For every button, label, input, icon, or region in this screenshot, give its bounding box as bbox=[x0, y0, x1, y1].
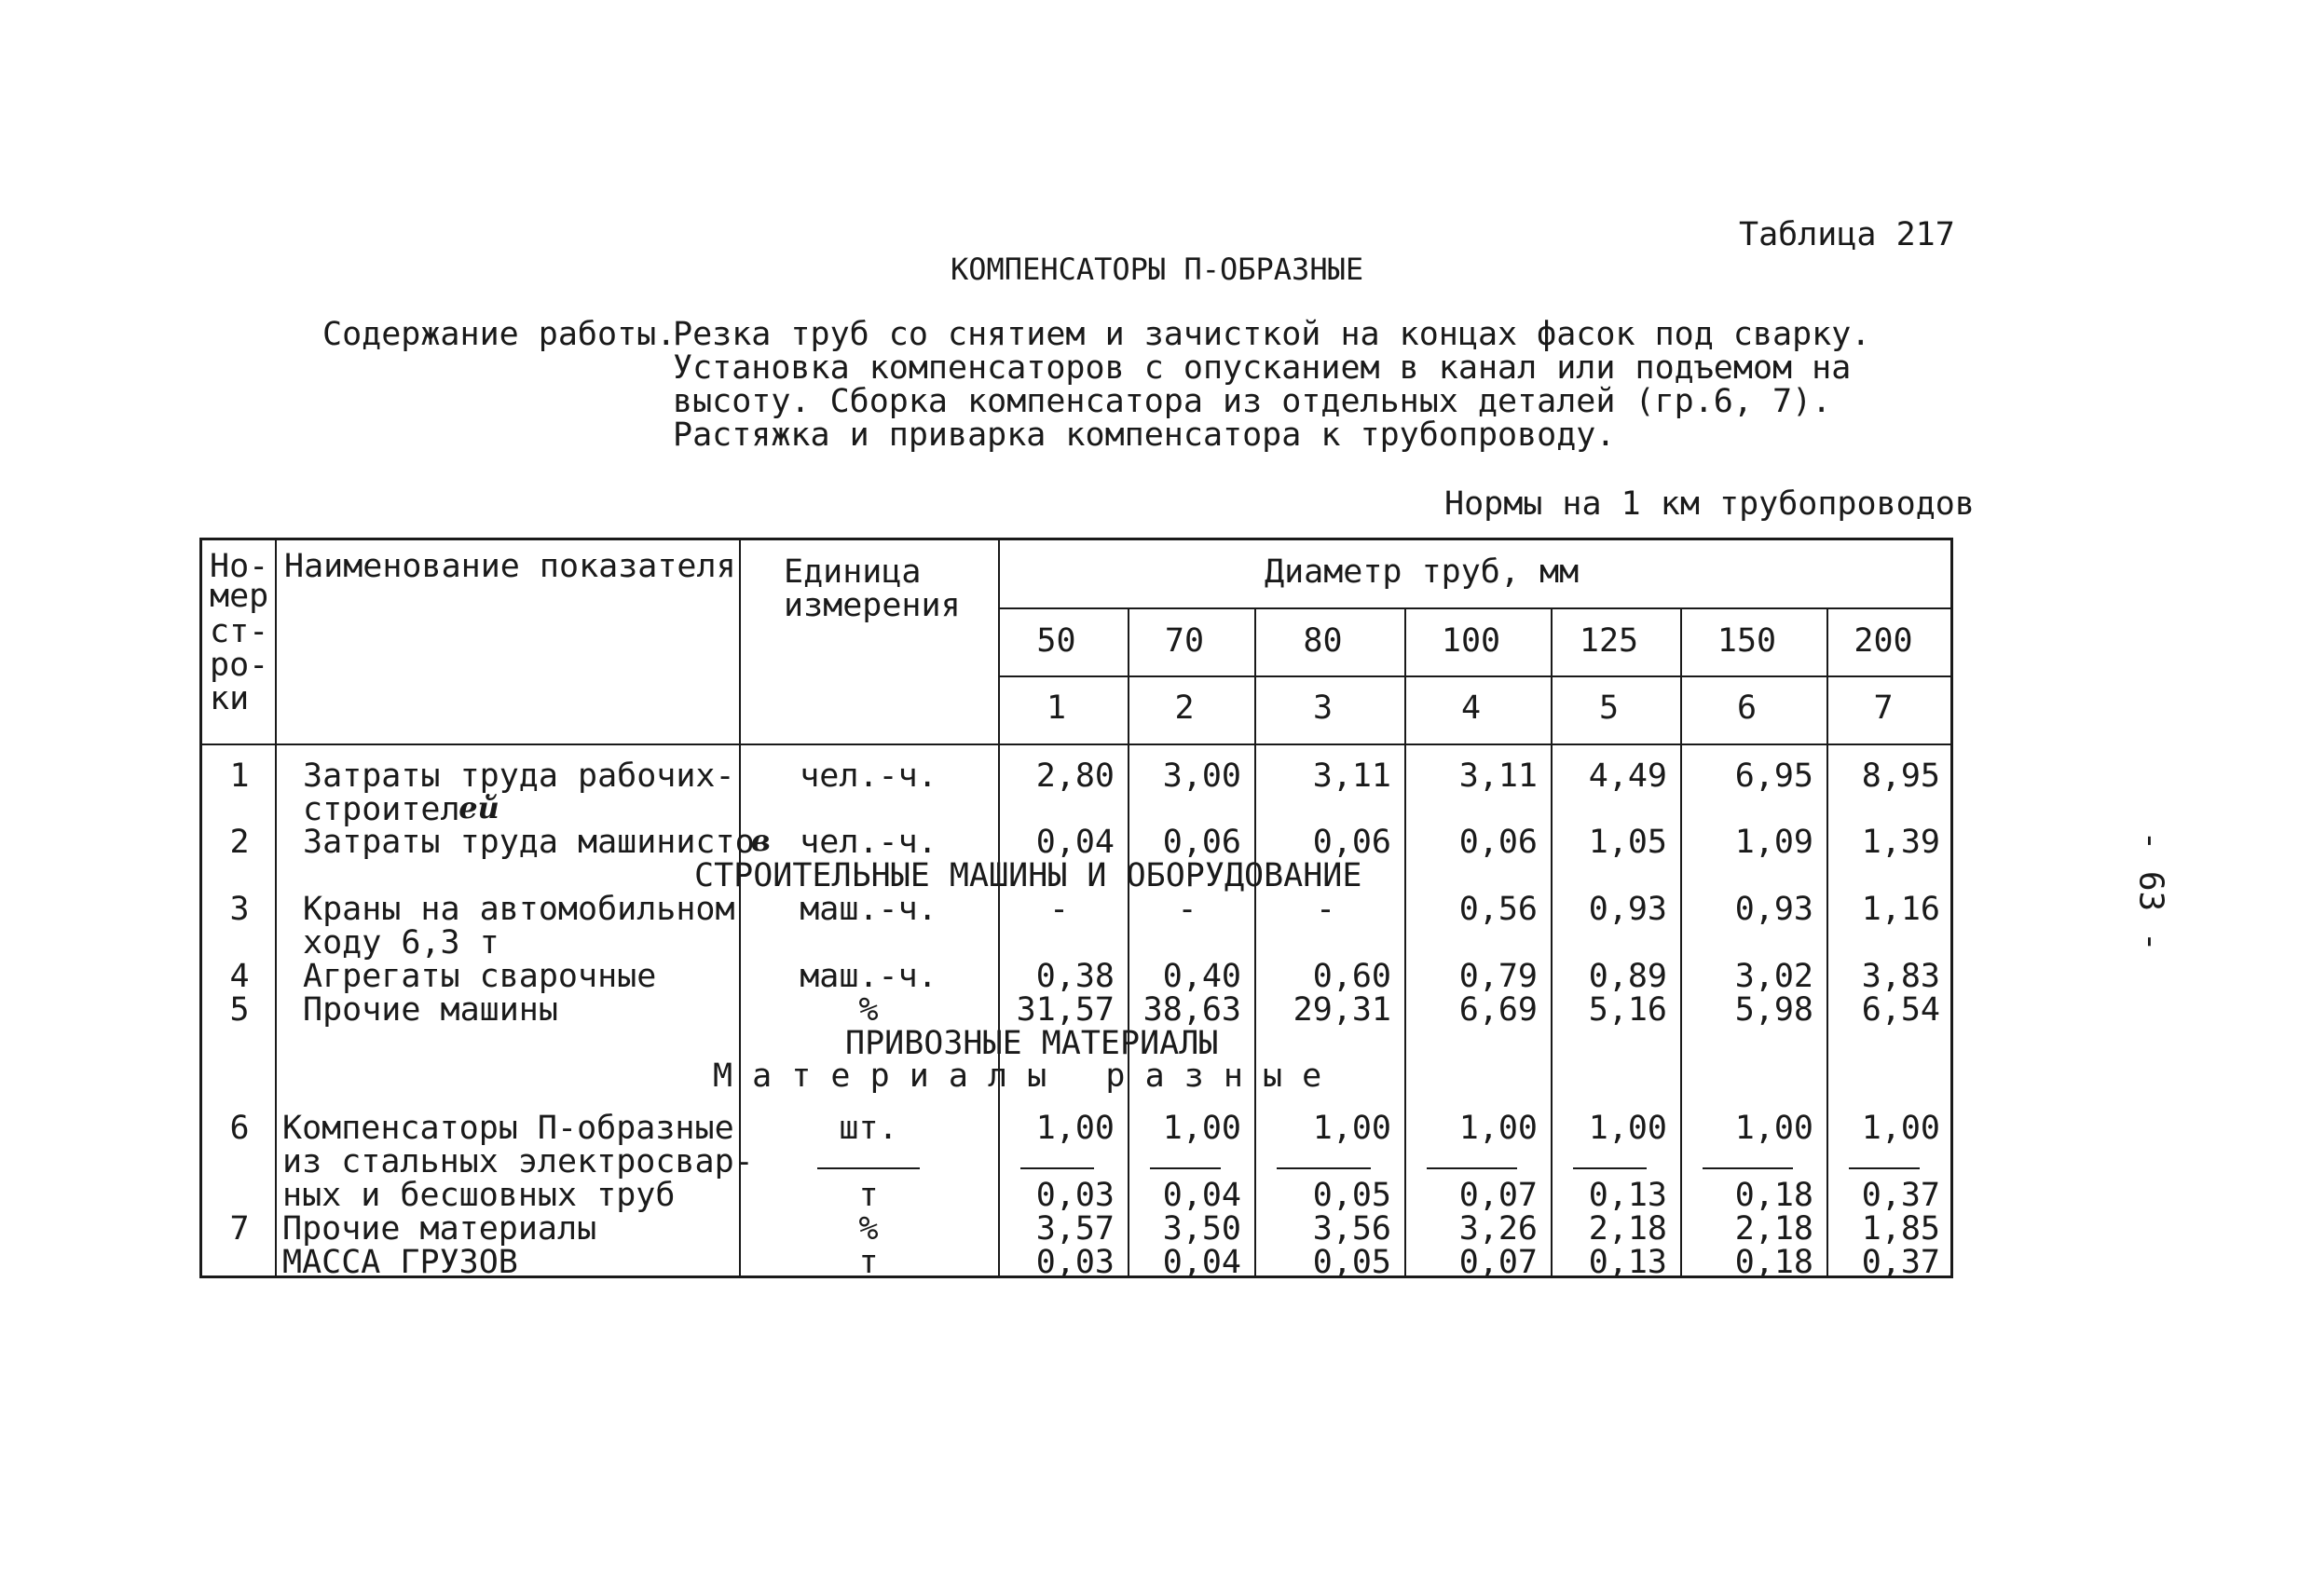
row-unit: чел.-ч. bbox=[800, 824, 937, 861]
column-number-1: 2 bbox=[1174, 689, 1195, 727]
row-value: 0,93 bbox=[1734, 891, 1813, 928]
row-value: 1,00 bbox=[1861, 1110, 1940, 1147]
section-materials: ПРИВОЗНЫЕ МАТЕРИАЛЫ bbox=[845, 1025, 1219, 1062]
diameter-3: 100 bbox=[1441, 622, 1501, 660]
header-row-number-5: ки bbox=[210, 680, 250, 717]
row-value: 0,13 bbox=[1588, 1244, 1667, 1281]
work-content-line: Резка труб со снятием и зачисткой на концах фасок под сварку. bbox=[673, 316, 1871, 353]
work-content-line: высоту. Сборка компенсатора из отдельных деталей (гр.6, 7). bbox=[673, 383, 1832, 420]
header-diameter: Диаметр труб, мм bbox=[1265, 553, 1580, 591]
row-value-secondary: 0,18 bbox=[1734, 1177, 1813, 1214]
row-value: 1,00 bbox=[1588, 1110, 1667, 1147]
column-number-5: 6 bbox=[1736, 689, 1758, 727]
row-name: МАССА ГРУЗОВ bbox=[282, 1244, 518, 1281]
diameter-2: 80 bbox=[1303, 622, 1343, 660]
row-value: 31,57 bbox=[1016, 991, 1115, 1029]
section-materials-sub: М а т е р и а л ы р а з н ы е bbox=[713, 1057, 1322, 1095]
row-value: 0,04 bbox=[1162, 1244, 1241, 1281]
row-value: 5,16 bbox=[1588, 991, 1667, 1029]
row-value: 1,00 bbox=[1458, 1110, 1538, 1147]
row-number: 6 bbox=[229, 1110, 250, 1147]
row-value: - bbox=[1177, 891, 1197, 928]
row-name: ходу 6,3 т bbox=[303, 924, 499, 962]
row-value: 3,11 bbox=[1458, 757, 1538, 795]
row-value: 5,98 bbox=[1734, 991, 1813, 1029]
page-number: - 63 - bbox=[2131, 830, 2170, 952]
row-value: 3,56 bbox=[1312, 1210, 1391, 1248]
norms-table bbox=[199, 538, 1953, 1281]
column-number-0: 1 bbox=[1046, 689, 1067, 727]
row-value: 1,09 bbox=[1734, 824, 1813, 861]
row-value: 0,93 bbox=[1588, 891, 1667, 928]
row-value: 8,95 bbox=[1861, 757, 1940, 795]
row-value: 3,26 bbox=[1458, 1210, 1538, 1248]
row-value: 2,80 bbox=[1035, 757, 1115, 795]
row-value: - bbox=[1048, 891, 1070, 928]
row-value: 3,83 bbox=[1861, 958, 1940, 995]
row-value: 0,89 bbox=[1588, 958, 1667, 995]
diameter-0: 50 bbox=[1036, 622, 1076, 660]
row-value: 6,69 bbox=[1458, 991, 1538, 1029]
header-row-number-4: ро- bbox=[210, 647, 269, 684]
row-value: 1,85 bbox=[1861, 1210, 1940, 1248]
header-row-number-1: Но- bbox=[210, 548, 269, 585]
row-unit: маш.-ч. bbox=[800, 891, 937, 928]
row-value: 6,54 bbox=[1861, 991, 1940, 1029]
row-name: Прочие машины bbox=[303, 991, 558, 1029]
row-value-secondary: 0,37 bbox=[1861, 1177, 1940, 1214]
row-value: 2,18 bbox=[1734, 1210, 1813, 1248]
row-value: 3,00 bbox=[1162, 757, 1241, 795]
row-unit: маш.-ч. bbox=[800, 958, 937, 995]
row-value-secondary: 0,13 bbox=[1588, 1177, 1667, 1214]
row-unit: % bbox=[858, 1210, 879, 1248]
row-value: 0,79 bbox=[1458, 958, 1538, 995]
row-value: 29,31 bbox=[1293, 991, 1391, 1029]
row-value: 4,49 bbox=[1588, 757, 1667, 795]
norms-note: Нормы на 1 км трубопроводов bbox=[1444, 485, 1975, 523]
table-number: Таблица 217 bbox=[1739, 216, 1955, 253]
row-value: 3,11 bbox=[1312, 757, 1391, 795]
row-value: 0,04 bbox=[1035, 824, 1115, 861]
column-number-4: 5 bbox=[1598, 689, 1620, 727]
row-unit: чел.-ч. bbox=[800, 757, 937, 795]
row-value: 0,06 bbox=[1162, 824, 1241, 861]
row-value-secondary: 0,04 bbox=[1162, 1177, 1241, 1214]
row-value-secondary: 0,07 bbox=[1458, 1177, 1538, 1214]
row-value: 0,40 bbox=[1162, 958, 1241, 995]
row-value: 1,00 bbox=[1162, 1110, 1241, 1147]
row-value: 0,07 bbox=[1458, 1244, 1538, 1281]
row-unit-secondary: т bbox=[858, 1177, 879, 1214]
row-value: 2,18 bbox=[1588, 1210, 1667, 1248]
header-row-number-3: ст- bbox=[210, 613, 269, 650]
row-value: 0,56 bbox=[1458, 891, 1538, 928]
column-number-3: 4 bbox=[1460, 689, 1482, 727]
row-value: 0,06 bbox=[1458, 824, 1538, 861]
row-number: 5 bbox=[229, 991, 250, 1029]
row-value: 1,00 bbox=[1035, 1110, 1115, 1147]
row-name: ных и бесшовных труб bbox=[282, 1177, 676, 1214]
row-unit: шт. bbox=[839, 1110, 898, 1147]
section-machines: СТРОИТЕЛЬНЫЕ МАШИНЫ И ОБОРУДОВАНИЕ bbox=[694, 857, 1362, 894]
row-value: 1,16 bbox=[1861, 891, 1940, 928]
row-number: 2 bbox=[229, 824, 250, 861]
row-number: 3 bbox=[229, 891, 250, 928]
row-value: 6,95 bbox=[1734, 757, 1813, 795]
row-name: Затраты труда рабочих- bbox=[303, 757, 735, 795]
row-name: строител bbox=[303, 791, 460, 828]
header-row-number-2: мер bbox=[210, 578, 269, 615]
row-name: Затраты труда машинисто bbox=[303, 824, 755, 861]
row-name: Прочие материалы bbox=[282, 1210, 597, 1248]
row-value: 1,00 bbox=[1734, 1110, 1813, 1147]
document-title: КОМПЕНСАТОРЫ П-ОБРАЗНЫЕ bbox=[951, 252, 1364, 287]
row-value: - bbox=[1315, 891, 1336, 928]
row-value: 1,05 bbox=[1588, 824, 1667, 861]
work-content-line: Растяжка и приварка компенсатора к трубопроводу. bbox=[673, 416, 1616, 454]
work-content-line: Установка компенсаторов с опусканием в канал или подъемом на bbox=[673, 349, 1852, 387]
handwritten-correction: в bbox=[750, 823, 771, 858]
row-value: 1,39 bbox=[1861, 824, 1940, 861]
row-name: Краны на автомобильном bbox=[303, 891, 735, 928]
header-unit-1: Единица bbox=[784, 553, 922, 591]
diameter-5: 150 bbox=[1717, 622, 1777, 660]
row-value: 0,18 bbox=[1734, 1244, 1813, 1281]
row-name: из стальных электросвар- bbox=[282, 1143, 754, 1180]
row-value: 0,37 bbox=[1861, 1244, 1940, 1281]
row-value: 0,05 bbox=[1312, 1244, 1391, 1281]
header-name: Наименование показателя bbox=[284, 548, 736, 585]
work-content-label: Содержание работы. bbox=[322, 316, 677, 353]
row-value: 3,02 bbox=[1734, 958, 1813, 995]
column-number-6: 7 bbox=[1873, 689, 1894, 727]
header-unit-2: измерения bbox=[784, 587, 961, 624]
row-value: 3,50 bbox=[1162, 1210, 1241, 1248]
row-value: 0,06 bbox=[1312, 824, 1391, 861]
row-value: 0,60 bbox=[1312, 958, 1391, 995]
row-value: 0,03 bbox=[1035, 1244, 1115, 1281]
row-number: 4 bbox=[229, 958, 250, 995]
diameter-4: 125 bbox=[1579, 622, 1639, 660]
row-value-secondary: 0,03 bbox=[1035, 1177, 1115, 1214]
diameter-1: 70 bbox=[1164, 622, 1205, 660]
row-number: 7 bbox=[229, 1210, 250, 1248]
row-value: 38,63 bbox=[1142, 991, 1241, 1029]
row-unit: % bbox=[858, 991, 879, 1029]
column-number-2: 3 bbox=[1312, 689, 1334, 727]
row-name: Агрегаты сварочные bbox=[303, 958, 657, 995]
row-value: 1,00 bbox=[1312, 1110, 1391, 1147]
row-value-secondary: 0,05 bbox=[1312, 1177, 1391, 1214]
row-unit: т bbox=[858, 1244, 879, 1281]
row-name: Компенсаторы П-образные bbox=[282, 1110, 734, 1147]
handwritten-correction: ей bbox=[458, 790, 499, 825]
row-number: 1 bbox=[229, 757, 250, 795]
diameter-6: 200 bbox=[1854, 622, 1913, 660]
row-value: 0,38 bbox=[1035, 958, 1115, 995]
row-value: 3,57 bbox=[1035, 1210, 1115, 1248]
